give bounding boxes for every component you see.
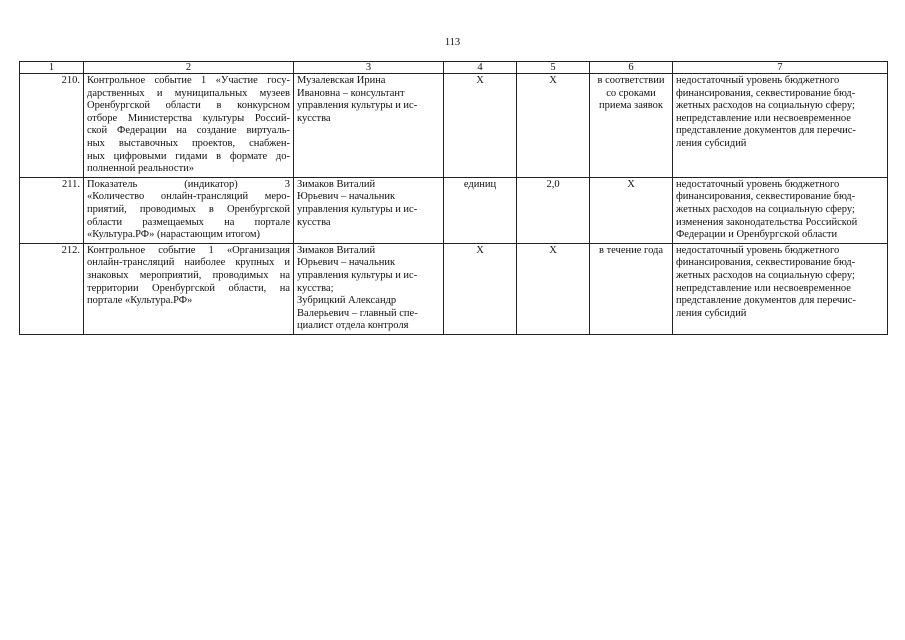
cell-line: ления субсидий bbox=[676, 307, 747, 319]
cell-line: ных выставочных проектов, снабжен- bbox=[87, 137, 290, 149]
cell-line: полненной реальности» bbox=[87, 163, 195, 175]
cell-line: портале «Культура.РФ» bbox=[87, 295, 193, 307]
cell-line: в соответствии bbox=[597, 75, 665, 86]
cell-line: Зимаков Виталий bbox=[297, 178, 376, 190]
cell-line: онлайн-трансляций наиболее крупных и bbox=[87, 257, 290, 269]
cell-line: жетных расходов на социальную сферу; bbox=[676, 269, 855, 281]
column-number: 2 bbox=[84, 62, 294, 74]
cell-line: представление документов для перечис- bbox=[676, 125, 856, 137]
column-number: 5 bbox=[517, 62, 590, 74]
cell-line: управления культуры и ис- bbox=[297, 100, 418, 112]
cell-line: ных цифровыми гидами в формате до- bbox=[87, 150, 290, 162]
cell-line: ления субсидий bbox=[676, 137, 747, 149]
event-cell bbox=[84, 177, 294, 243]
table-row bbox=[20, 177, 888, 243]
cell-line: изменения законодательства Российской bbox=[676, 216, 858, 228]
responsible-cell bbox=[294, 177, 444, 243]
row-number-cell: 212. bbox=[20, 243, 84, 334]
cell-line: в течение года bbox=[598, 244, 664, 256]
table-body bbox=[20, 74, 888, 335]
cell-line: непредставление или несвоевременное bbox=[676, 112, 851, 124]
cell-line: кусства bbox=[297, 216, 331, 228]
cell-line: Валерьевич – главный спе- bbox=[297, 307, 418, 319]
deadline-cell bbox=[590, 74, 673, 178]
column-number: 4 bbox=[444, 62, 517, 74]
cell-line: финансирования, секвестирование бюд- bbox=[676, 257, 856, 269]
cell-line: непредставление или несвоевременное bbox=[676, 282, 851, 294]
value-cell: Х bbox=[517, 243, 590, 334]
column-number: 6 bbox=[590, 62, 673, 74]
cell-line: ской Федерации на создание виртуаль- bbox=[87, 125, 290, 137]
cell-line: Музалевская Ирина bbox=[297, 75, 386, 86]
page-number: 113 bbox=[444, 37, 461, 48]
cell-line: «Количество онлайн-трансляций меро- bbox=[87, 191, 290, 203]
cell-line: территории Оренбургской области, на bbox=[87, 282, 290, 294]
deadline-cell bbox=[590, 243, 673, 334]
unit-cell: единиц bbox=[444, 177, 517, 243]
event-cell bbox=[84, 74, 294, 178]
cell-line: отборе Министерства культуры Россий- bbox=[87, 112, 290, 124]
responsible-cell bbox=[294, 74, 444, 178]
unit-cell: Х bbox=[444, 243, 517, 334]
cell-line: финансирования, секвестирование бюд- bbox=[676, 191, 856, 203]
row-number-cell: 210. bbox=[20, 74, 84, 178]
cell-line: управления культуры и ис- bbox=[297, 269, 418, 281]
cell-line: Юрьевич – начальник bbox=[297, 257, 396, 269]
value-cell: Х bbox=[517, 74, 590, 178]
cell-line: управления культуры и ис- bbox=[297, 203, 418, 215]
unit-cell: Х bbox=[444, 74, 517, 178]
cell-line: финансирования, секвестирование бюд- bbox=[676, 87, 856, 99]
cell-line: дарственных и муниципальных музеев bbox=[87, 87, 290, 99]
cell-line: Зубрицкий Александр bbox=[297, 295, 397, 307]
cell-line: недостаточный уровень бюджетного bbox=[676, 75, 840, 86]
risks-cell bbox=[673, 243, 888, 334]
column-number: 1 bbox=[20, 62, 84, 74]
column-number-row bbox=[20, 62, 888, 74]
cell-line: представление документов для перечис- bbox=[676, 295, 856, 307]
cell-line: приема заявок bbox=[599, 100, 663, 112]
cell-line: области размещаемых на портале bbox=[87, 216, 290, 228]
cell-line: Ивановна – консультант bbox=[297, 87, 405, 99]
cell-line: кусства bbox=[297, 112, 331, 124]
cell-line: «Культура.РФ» (нарастающим итогом) bbox=[87, 229, 261, 241]
cell-line: недостаточный уровень бюджетного bbox=[676, 244, 840, 256]
cell-line: Оренбургской области в конкурсном bbox=[87, 100, 290, 112]
risks-cell bbox=[673, 177, 888, 243]
plan-table bbox=[19, 61, 888, 335]
cell-line: Х bbox=[627, 178, 635, 190]
responsible-cell bbox=[294, 243, 444, 334]
cell-line: Показатель (индикатор) 3 bbox=[87, 178, 290, 190]
cell-line: недостаточный уровень бюджетного bbox=[676, 178, 840, 190]
cell-line: жетных расходов на социальную сферу; bbox=[676, 203, 855, 215]
event-cell bbox=[84, 243, 294, 334]
cell-line: Контрольное событие 1 «Организация bbox=[87, 244, 290, 256]
cell-line: Юрьевич – начальник bbox=[297, 191, 396, 203]
row-number-cell: 211. bbox=[20, 177, 84, 243]
column-number: 3 bbox=[294, 62, 444, 74]
cell-line: со сроками bbox=[606, 87, 656, 99]
cell-line: циалист отдела контроля bbox=[297, 320, 409, 332]
table-row bbox=[20, 243, 888, 334]
table-row bbox=[20, 74, 888, 178]
cell-line: жетных расходов на социальную сферу; bbox=[676, 100, 855, 112]
cell-line: Зимаков Виталий bbox=[297, 244, 376, 256]
column-number: 7 bbox=[673, 62, 888, 74]
cell-line: приятий, проводимых в Оренбургской bbox=[87, 203, 290, 215]
value-cell: 2,0 bbox=[517, 177, 590, 243]
cell-line: знаковых мероприятий, проводимых на bbox=[87, 269, 290, 281]
cell-line: Контрольное событие 1 «Участие госу- bbox=[87, 75, 290, 86]
risks-cell bbox=[673, 74, 888, 178]
deadline-cell bbox=[590, 177, 673, 243]
cell-line: Федерации и Оренбургской области bbox=[676, 229, 838, 241]
cell-line: кусства; bbox=[297, 282, 334, 294]
